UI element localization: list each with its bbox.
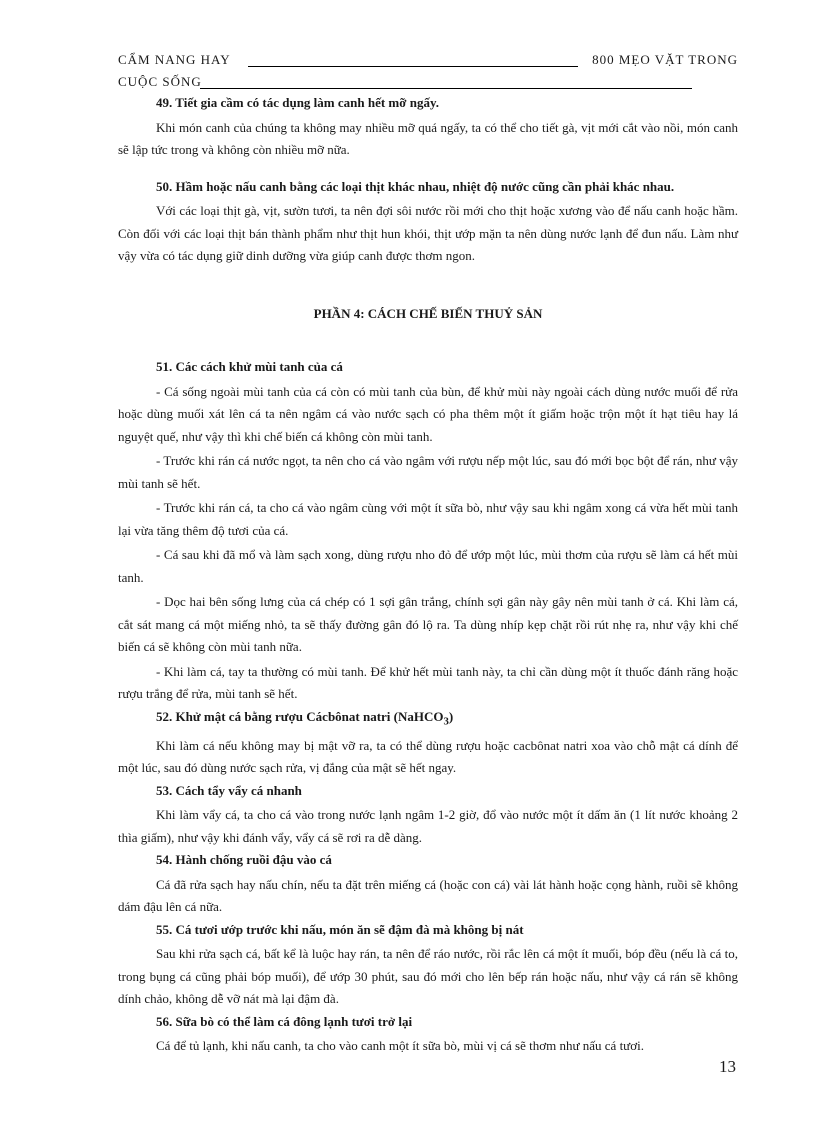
item-paragraph: Cá để tủ lạnh, khi nấu canh, ta cho vào canh một ít sữa bò, mùi vị cá sẽ thơm như nấu cá tươi. bbox=[156, 1038, 644, 1054]
item-title: 54. Hành chống ruồi đậu vào cá bbox=[156, 852, 332, 868]
item-paragraph: Với các loại thịt gà, vịt, sườn tươi, ta nên đợi sôi nước rồi mới cho thịt hoặc xương vào để nấu canh hoặc hầm. Còn đối với các loại thịt bán thành phẩm như thịt hun khói, thịt ướp mặn ta nên dùng nước lạnh để đun nấu. Làm như vậy vừa có tác dụng giữ dinh dưỡng vừa giúp canh được thơm ngon. bbox=[118, 203, 738, 263]
page-content bbox=[118, 92, 738, 1058]
header-rule bbox=[248, 66, 578, 67]
item-paragraph: Khi làm cá nếu không may bị mật vỡ ra, ta có thể dùng rượu hoặc cacbônat natri xoa vào chỗ mật cá dính để một lúc, sau đó dùng nước sạch rửa, vị đắng của mật sẽ hết ngay. bbox=[118, 737, 738, 776]
item-paragraph: Cá đã rửa sạch hay nấu chín, nếu ta đặt trên miếng cá (hoặc con cá) vài lát hành hoặc cọng hành, ruồi sẽ không dám đậu lên cá nữa. bbox=[118, 876, 738, 915]
item-title: 55. Cá tươi ướp trước khi nấu, món ăn sẽ đậm đà mà không bị nát bbox=[156, 921, 524, 937]
item-paragraph: - Dọc hai bên sống lưng của cá chép có 1 sợi gân trắng, chính sợi gân này gây nên mùi tanh ở cá. Khi làm cá, cắt sát mang cá một miếng nhỏ, ta sẽ thấy đường gân đó lộ ra. Ta dùng nhíp kẹp chặt rồi rút nhẹ ra, như vậy khi chế biến cá sẽ không còn mùi tanh nữa. bbox=[118, 594, 738, 654]
header-rule-2 bbox=[200, 88, 692, 89]
item-paragraph: - Trước khi rán cá, ta cho cá vào ngâm cùng với một ít sữa bò, như vậy sau khi ngâm xong cá vừa hết mùi tanh lại vừa tăng thêm độ tươi của cá. bbox=[118, 500, 738, 538]
item-paragraph: - Cá sống ngoài mùi tanh của cá còn có mùi tanh của bùn, để khử mùi này ngoài cách dùng nước muối để rửa hoặc dùng muối xát lên cá ta nên ngâm cá vào nước sạch có pha thêm một ít giấm hoặc trộn một ít hạt tiêu hay lá nguyệt quế, như vậy thì khi chế biến cá không còn mùi tanh. bbox=[118, 383, 738, 444]
item-paragraph: Khi làm vẩy cá, ta cho cá vào trong nước lạnh ngâm 1-2 giờ, đổ vào nước một ít dấm ăn (1 lít nước khoảng 2 thìa giấm), như vậy khi đánh vẩy, vẩy cá sẽ rơi ra dễ dàng. bbox=[118, 807, 738, 845]
item-paragraph: - Trước khi rán cá nước ngọt, ta nên cho cá vào ngâm với rượu nếp một lúc, sau đó mới bọc bột để rán, như vậy mùi tanh sẽ hết. bbox=[118, 453, 738, 491]
item-title: 56. Sữa bò có thể làm cá đông lạnh tươi trở lại bbox=[156, 1013, 413, 1029]
item-paragraph: - Khi làm cá, tay ta thường có mùi tanh. Để khử hết mùi tanh này, ta chỉ cần dùng một ít thuốc đánh răng hoặc rượu trắng để rửa, mùi tanh sẽ hết. bbox=[118, 663, 738, 701]
item-paragraph: - Cá sau khi đã mổ và làm sạch xong, dùng rượu nho đỏ để ướp một lúc, mùi thơm của rượu sẽ làm cá hết mùi tanh. bbox=[118, 547, 738, 585]
header-title-right: 800 MẸO VẶT TRONG bbox=[592, 52, 738, 67]
item-paragraph: Khi món canh của chúng ta không may nhiều mỡ quá ngấy, ta có thể cho tiết gà, vịt mới cắt vào nồi, món canh sẽ lập tức trong và không còn nhiều mỡ nữa. bbox=[118, 119, 738, 157]
item-title: 53. Cách tẩy vẩy cá nhanh bbox=[156, 782, 302, 798]
item-title: 50. Hầm hoặc nấu canh bằng các loại thịt khác nhau, nhiệt độ nước cũng cần phải khác nhau. bbox=[156, 178, 675, 194]
page-number: 13 bbox=[719, 1057, 736, 1076]
item-title: 51. Các cách khử mùi tanh của cá bbox=[156, 359, 343, 374]
item-title: 49. Tiết gia cầm có tác dụng làm canh hết mỡ ngấy. bbox=[156, 95, 439, 110]
item-paragraph: Sau khi rửa sạch cá, bất kể là luộc hay rán, ta nên để ráo nước, rồi rắc lên cá một ít muối, bóp đều (nếu là cá to, trong bụng cá cũng phải bóp muối), để ướp 30 phút, sau đó mới cho lên bếp rán hoặc nấu, như vậy cá rán sẽ không dính chảo, không dễ vỡ nát mà lại đậm đà. bbox=[118, 946, 738, 1007]
section-title: PHẦN 4: CÁCH CHẾ BIẾN THUỶ SẢN bbox=[313, 305, 543, 321]
item-title: 52. Khử mật cá bằng rượu Cácbônat natri (NaHCO$_3$) bbox=[156, 708, 454, 728]
header-title-left-line2: CUỘC SỐNG bbox=[118, 74, 202, 89]
header-title-left: CẨM NANG HAY bbox=[118, 52, 231, 67]
